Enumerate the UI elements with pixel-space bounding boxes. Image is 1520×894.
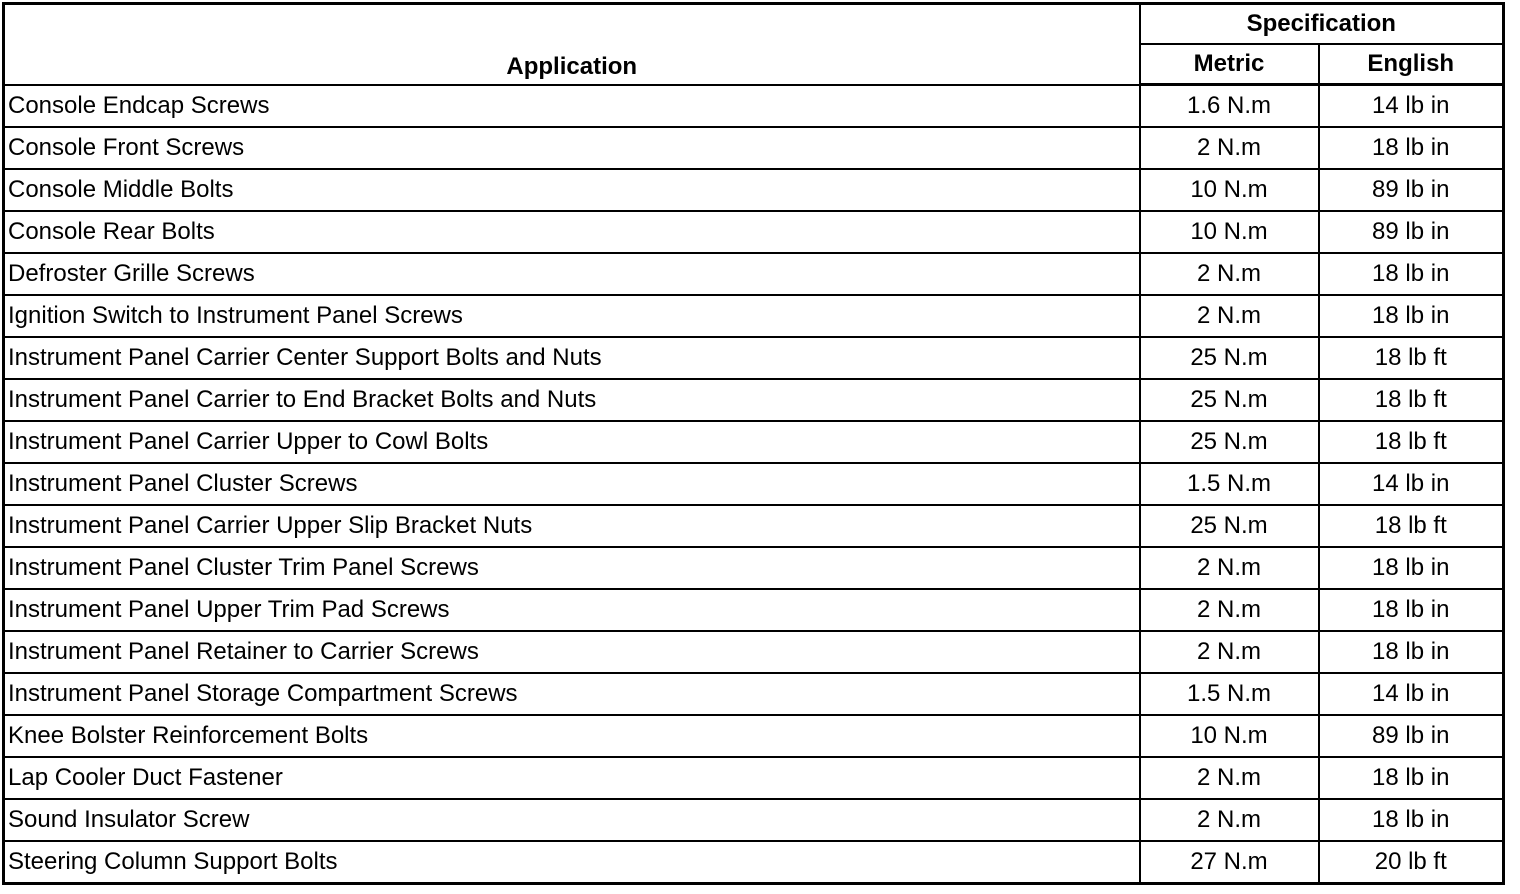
application-cell: Instrument Panel Carrier to End Bracket Bolts and Nuts (4, 379, 1140, 421)
table-row (4, 211, 1504, 253)
table-row (4, 799, 1504, 841)
specification-column-header: Specification (1140, 4, 1504, 45)
english-value-cell: 18 lb in (1319, 253, 1504, 295)
english-value-cell: 18 lb in (1319, 589, 1504, 631)
table-row (4, 757, 1504, 799)
table-row (4, 337, 1504, 379)
metric-value-cell: 1.6 N.m (1140, 85, 1319, 128)
application-cell: Instrument Panel Cluster Screws (4, 463, 1140, 505)
application-cell: Console Front Screws (4, 127, 1140, 169)
english-value-cell: 14 lb in (1319, 85, 1504, 128)
english-value-cell: 14 lb in (1319, 673, 1504, 715)
english-value-cell: 18 lb in (1319, 631, 1504, 673)
table-row (4, 379, 1504, 421)
metric-value-cell: 25 N.m (1140, 505, 1319, 547)
metric-value-cell: 10 N.m (1140, 715, 1319, 757)
metric-value-cell: 2 N.m (1140, 589, 1319, 631)
application-cell: Instrument Panel Carrier Center Support Bolts and Nuts (4, 337, 1140, 379)
metric-value-cell: 25 N.m (1140, 421, 1319, 463)
table-header (4, 4, 1504, 85)
english-value-cell: 18 lb in (1319, 547, 1504, 589)
table-row (4, 421, 1504, 463)
table-row (4, 85, 1504, 128)
metric-column-header: Metric (1140, 44, 1319, 85)
metric-value-cell: 25 N.m (1140, 337, 1319, 379)
application-cell: Sound Insulator Screw (4, 799, 1140, 841)
table-row (4, 589, 1504, 631)
metric-value-cell: 10 N.m (1140, 169, 1319, 211)
metric-value-cell: 2 N.m (1140, 253, 1319, 295)
english-value-cell: 18 lb in (1319, 757, 1504, 799)
metric-value-cell: 2 N.m (1140, 757, 1319, 799)
table-row (4, 127, 1504, 169)
table-row (4, 505, 1504, 547)
application-cell: Defroster Grille Screws (4, 253, 1140, 295)
fastener-torque-table (2, 2, 1505, 885)
english-value-cell: 18 lb ft (1319, 505, 1504, 547)
metric-value-cell: 2 N.m (1140, 295, 1319, 337)
english-value-cell: 14 lb in (1319, 463, 1504, 505)
metric-value-cell: 2 N.m (1140, 127, 1319, 169)
english-value-cell: 89 lb in (1319, 211, 1504, 253)
metric-value-cell: 2 N.m (1140, 799, 1319, 841)
table-row (4, 547, 1504, 589)
english-value-cell: 18 lb ft (1319, 421, 1504, 463)
application-column-header: Application (4, 4, 1140, 85)
application-cell: Console Middle Bolts (4, 169, 1140, 211)
english-value-cell: 20 lb ft (1319, 841, 1504, 884)
application-cell: Instrument Panel Retainer to Carrier Screws (4, 631, 1140, 673)
application-cell: Instrument Panel Carrier Upper Slip Bracket Nuts (4, 505, 1140, 547)
english-value-cell: 18 lb ft (1319, 379, 1504, 421)
metric-value-cell: 2 N.m (1140, 547, 1319, 589)
application-cell: Instrument Panel Cluster Trim Panel Screws (4, 547, 1140, 589)
table-row (4, 169, 1504, 211)
metric-value-cell: 2 N.m (1140, 631, 1319, 673)
application-cell: Instrument Panel Storage Compartment Screws (4, 673, 1140, 715)
table-row (4, 673, 1504, 715)
table-row (4, 295, 1504, 337)
application-cell: Console Rear Bolts (4, 211, 1140, 253)
table-row (4, 463, 1504, 505)
table-row (4, 631, 1504, 673)
english-value-cell: 89 lb in (1319, 715, 1504, 757)
english-value-cell: 18 lb in (1319, 799, 1504, 841)
table-row (4, 253, 1504, 295)
application-cell: Lap Cooler Duct Fastener (4, 757, 1140, 799)
english-value-cell: 18 lb in (1319, 127, 1504, 169)
metric-value-cell: 1.5 N.m (1140, 673, 1319, 715)
english-value-cell: 18 lb ft (1319, 337, 1504, 379)
table-row (4, 715, 1504, 757)
application-cell: Instrument Panel Upper Trim Pad Screws (4, 589, 1140, 631)
application-cell: Knee Bolster Reinforcement Bolts (4, 715, 1140, 757)
header-row-top (4, 4, 1504, 45)
table-body (4, 85, 1504, 884)
english-column-header: English (1319, 44, 1504, 85)
metric-value-cell: 27 N.m (1140, 841, 1319, 884)
application-cell: Ignition Switch to Instrument Panel Screws (4, 295, 1140, 337)
metric-value-cell: 10 N.m (1140, 211, 1319, 253)
english-value-cell: 89 lb in (1319, 169, 1504, 211)
english-value-cell: 18 lb in (1319, 295, 1504, 337)
application-cell: Console Endcap Screws (4, 85, 1140, 128)
metric-value-cell: 25 N.m (1140, 379, 1319, 421)
application-cell: Instrument Panel Carrier Upper to Cowl Bolts (4, 421, 1140, 463)
table-row (4, 841, 1504, 884)
application-cell: Steering Column Support Bolts (4, 841, 1140, 884)
metric-value-cell: 1.5 N.m (1140, 463, 1319, 505)
